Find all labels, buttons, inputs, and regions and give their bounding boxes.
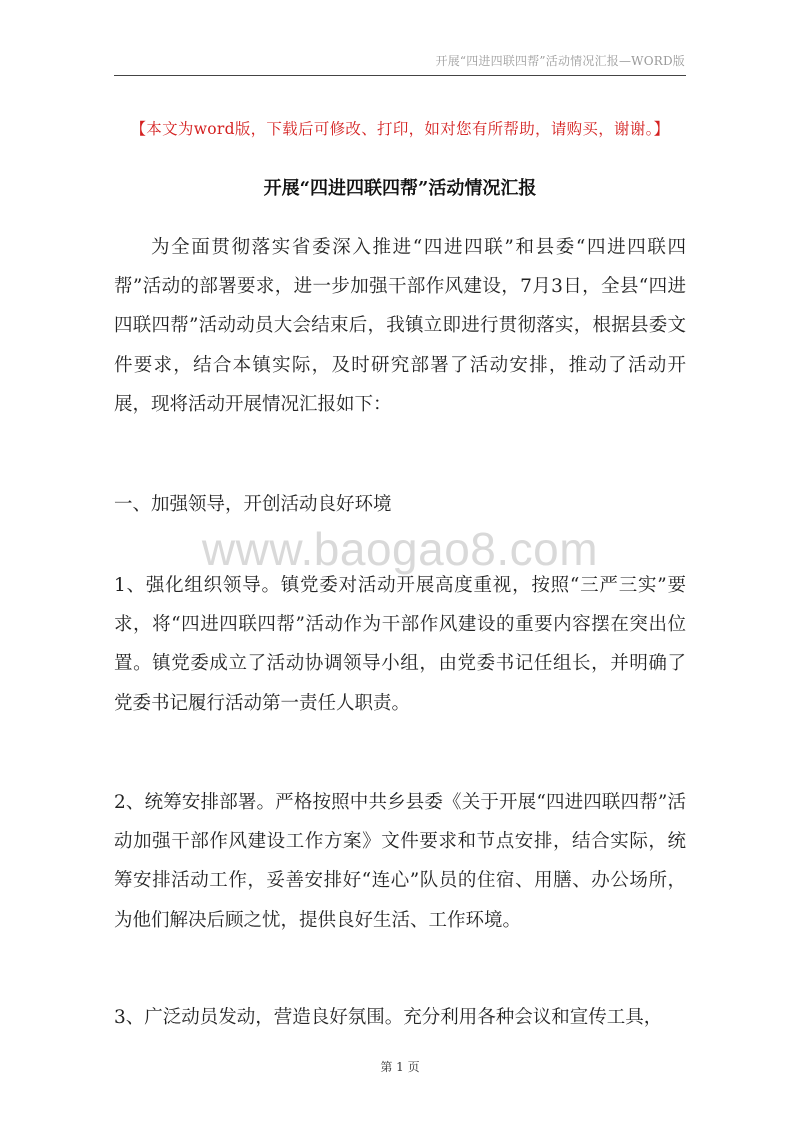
paragraph-item-3: 3、广泛动员发动，营造良好氛围。充分利用各种会议和宣传工具， <box>114 1007 663 1028</box>
intro-paragraph: 为全面贯彻落实省委深入推进“四进四联”和县委“四进四联四帮”活动的部署要求，进一步加强干部作风建设，7月3日，全县“四进四联四帮”活动动员大会结束后，我镇立即进行贯彻落实，根据县委文件要求，结合本镇实际，及时研究部署了活动安排，推动了活动开展，现将活动开展情况汇报如下： <box>114 237 686 415</box>
document-title: 开展“四进四联四帮”活动情况汇报 <box>263 178 537 199</box>
paragraph-item-1: 1、强化组织领导。镇党委对活动开展高度重视，按照“三严三实”要求，将“四进四联四帮”活动作为干部作风建设的重要内容摆在突出位置。镇党委成立了活动协调领导小组，由党委书记任组长，并明确了党委书记履行活动第一责任人职责。 <box>114 575 686 714</box>
page-number: 第 1 页 <box>380 1060 420 1074</box>
header-divider <box>114 75 686 76</box>
running-header: 开展“四进四联四帮”活动情况汇报—WORD版 <box>435 54 685 68</box>
section-heading: 一、加强领导，开创活动良好环境 <box>114 494 392 515</box>
watermark-text: www.baogao8.com <box>201 523 599 575</box>
paragraph-item-2: 2、统筹安排部署。严格按照中共乡县委《关于开展“四进四联四帮”活动加强干部作风建设工作方案》文件要求和节点安排，结合实际，统筹安排活动工作，妥善安排好“连心”队员的住宿、用膳、办公场所，为他们解决后顾之忧，提供良好生活、工作环境。 <box>114 792 686 931</box>
purchase-notice: 【本文为word版，下载后可修改、打印，如对您有所帮助，请购买，谢谢。】 <box>130 120 670 138</box>
